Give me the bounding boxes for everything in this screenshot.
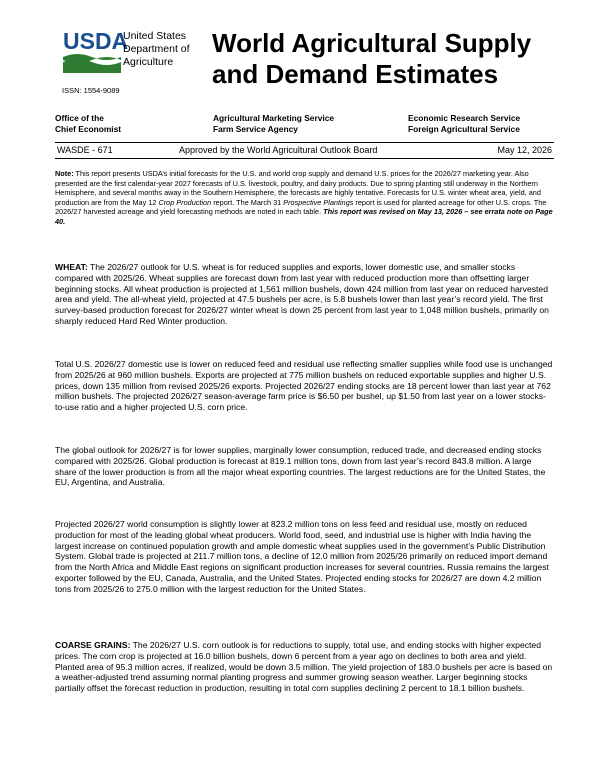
wheat-paragraph-3: The global outlook for 2026/27 is for lower supplies, marginally lower consumption, reduced trade, and decreased ending stocks compared with 2025/26. Global production is forecast at 819.1 million tons, down from last year’s record 843.8 million. A large share of the lower production is from all the major wheat exporting countries. The largest reductions are for the United States, the EU, Argentina, and Australia.: [55, 445, 546, 488]
office-column-ers-fas: [408, 113, 520, 135]
approval-bar: [55, 142, 554, 159]
paragraph-text: The 2026/27 U.S. corn outlook is for reductions to supply, total use, and ending stocks with higher expected prices. The corn crop is projected at 16.0 billion bushels, down 6 percent from a year ago on declines to both area and yield. Planted area of 95.3 million acres, if realized, would be down 3.5 million. The yield projection of 183.0 bushels per acre is based on a weather-adjusted trend assuming normal planting progress and summer growing season weather. Larger beginning stocks partially offset the forecast reduction in production, resulting in total corn supplies declining 2 percent to 18.1 billion bushels.: [55, 640, 553, 694]
wheat-paragraph-2: Total U.S. 2026/27 domestic use is lower on reduced feed and residual use reflecting smaller supplies while food use is unchanged from 2025/26 at 960 million bushels. Exports are projected at 775 million bushels on reduced exportable supplies and higher U.S. prices, down 135 million from revised 2025/26 exports. Projected 2026/27 ending stocks are 18 percent lower than last year at 762 million bushels. The projected 2026/27 season-average farm price is $6.50 per bushel, up $1.50 from last year on a lower stocks-to-use ratio and a higher projected U.S. corn price.: [55, 359, 553, 413]
office-line: Farm Service Agency: [213, 124, 298, 134]
note-crop-production: Crop Production: [158, 197, 212, 207]
office-line: Office of the: [55, 113, 104, 123]
note-text: This report presents USDA’s initial forecasts for the U.S. and world crop supply and demand U.S. prices for the 2026/27 marketing year. Also presented are the first calendar-year 2027 forecasts of U.S. livestock, poultry, and dairy products. Due to spring planting still underway in the Northern Hemisphere, and several months away in the Southern Hemisphere, the forecasts are highly tentative. Forecasts for U.S. winter wheat area, yield, and production are from the May 12: [55, 169, 541, 207]
report-title-line-1: World Agricultural Supply: [212, 28, 532, 58]
revision-notice: This report was revised on May 13, 2026 – see errata note on Page 40.: [55, 207, 553, 226]
office-line: Foreign Agricultural Service: [408, 124, 520, 134]
office-line: Economic Research Service: [408, 113, 521, 123]
usda-logo: [63, 27, 129, 73]
note-text: report. The March 31: [211, 197, 284, 207]
paragraph-text: The 2026/27 outlook for U.S. wheat is for reduced supplies and exports, lower domestic use, and smaller stocks compared with 2025/26. Wheat supplies are forecast down from last year with reduced production more than offsetting larger beginning stocks. All wheat production is projected at 1,561 million bushels, down 424 million from last year on reduced harvested area and yield. The all-wheat yield, projected at 47.5 bushels per acre, is 5.8 bushels lower than last year’s record yield. The first survey-based production forecast for 2026/27 winter wheat is down 25 percent from last year to 1,048 million bushels, primarily on sharply reduced Hard Red Winter production.: [55, 262, 549, 326]
department-name: [123, 30, 190, 69]
note-prospective-plantings: Prospective Plantings: [283, 197, 354, 207]
wheat-paragraph-4: Projected 2026/27 world consumption is slightly lower at 823.2 million tons on less feed and residual use, mostly on reduced production for most of the leading global wheat producers. World food, seed, and industrial use is higher with India having the largest increase on continued population growth and ample domestic wheat supplies used in the government’s Public Distribution System. Global trade is projected at 211.7 million tons, a decline of 12.0 million from 2025/26 primarily on reduced import demand from the North Africa and Middle East regions on significant production increases for several countries. Russia remains the largest exporter followed by the EU, Canada, Australia, and the United States. Projected ending stocks for 2026/27 are down 4.2 million tons from 2025/26 to 275.0 million with the largest reduction for the United States.: [55, 519, 549, 594]
section-heading-coarse-grains: COARSE GRAINS:: [55, 640, 131, 650]
section-heading-wheat: WHEAT:: [55, 262, 88, 272]
coarse-grains-paragraph-1: [55, 640, 554, 694]
usda-logo-text: USDA: [63, 28, 129, 54]
report-date: May 12, 2026: [497, 145, 552, 155]
approval-statement: Approved by the World Agricultural Outlook Board: [179, 145, 378, 155]
note-label: Note:: [55, 169, 74, 178]
issn-number: ISSN: 1554-9089: [62, 86, 120, 95]
department-line-2: Department of: [123, 43, 190, 55]
office-line: Chief Economist: [55, 124, 122, 134]
report-id: WASDE - 671: [57, 145, 113, 155]
office-column-ams-fsa: [213, 113, 334, 135]
office-column-chief-economist: [55, 113, 121, 135]
report-title-line-2: and Demand Estimates: [212, 59, 499, 89]
wheat-paragraph-1: [55, 262, 554, 327]
report-title: [212, 28, 531, 90]
department-line-3: Agriculture: [123, 56, 174, 68]
note-text: report is used for planted acreage for other U.S. crops. The 2026/27 harvested acreage and yield forecasting methods are noted in each table.: [55, 197, 547, 217]
department-line-1: United States: [123, 30, 187, 42]
office-line: Agricultural Marketing Service: [213, 113, 335, 123]
report-note: [55, 169, 554, 227]
